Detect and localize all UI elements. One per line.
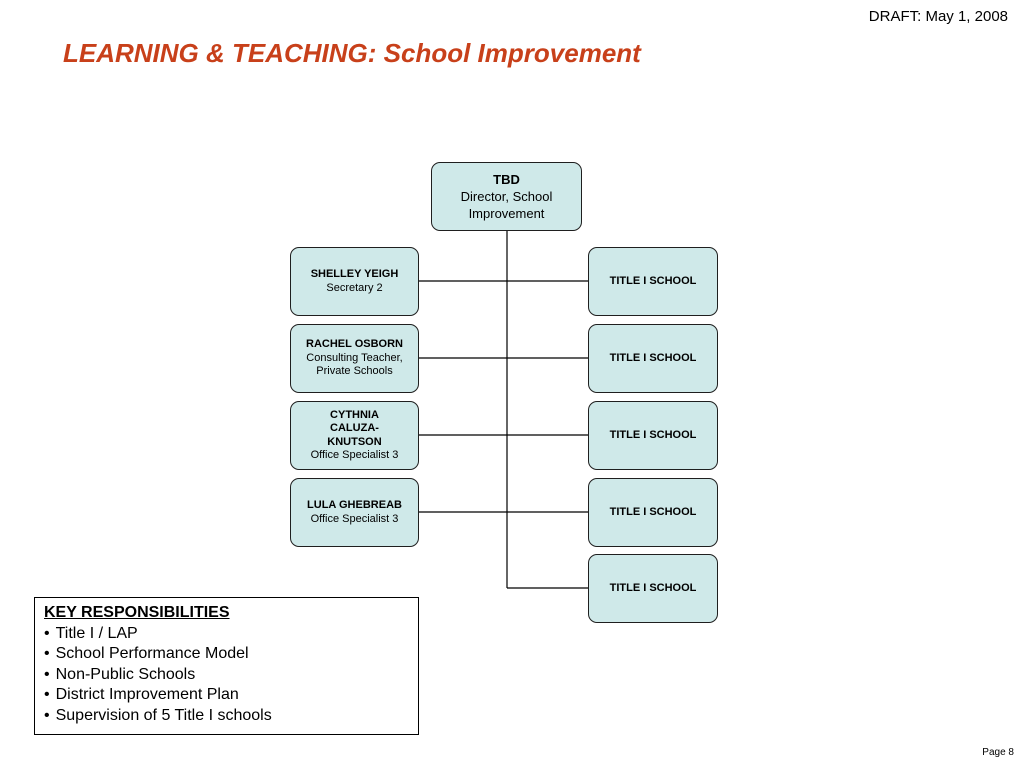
- school-label: TITLE I SCHOOL: [609, 581, 697, 594]
- list-item: [44, 706, 409, 727]
- list-item-text: District Improvement Plan: [55, 686, 239, 703]
- staff-box-lula-ghebreab: [290, 478, 419, 547]
- staff-name: RACHEL OSBORN: [306, 338, 403, 351]
- staff-name: CYTHNIA CALUZA-KNUTSON: [327, 408, 382, 448]
- school-box-2: [588, 324, 718, 393]
- staff-name: LULA GHEBREAB: [307, 499, 402, 511]
- list-item: [44, 644, 409, 665]
- school-box-1: [588, 247, 718, 316]
- director-box: [431, 162, 582, 231]
- staff-name: SHELLEY YEIGH: [310, 268, 399, 280]
- list-item-text: Title I / LAP: [55, 624, 138, 642]
- school-box-4: [588, 478, 718, 547]
- school-box-5: [588, 554, 718, 623]
- page-number: Page 8: [982, 747, 1014, 758]
- director-role: Director, School Improvement: [460, 189, 553, 221]
- list-item: [44, 624, 409, 645]
- school-label: TITLE I SCHOOL: [609, 428, 697, 441]
- list-item-text: School Performance Model: [55, 645, 249, 662]
- school-label: TITLE I SCHOOL: [609, 505, 697, 518]
- key-responsibilities-list: [44, 624, 409, 727]
- list-item: [44, 685, 409, 706]
- list-item-text: Supervision of 5 Title I schools: [55, 706, 272, 724]
- staff-role: Consulting Teacher, Private Schools: [306, 351, 403, 378]
- director-name: TBD: [493, 172, 520, 187]
- staff-box-cythnia-caluza-knutson: [290, 401, 419, 470]
- list-item: [44, 665, 409, 686]
- staff-box-shelley-yeigh: [290, 247, 419, 316]
- key-responsibilities-heading: KEY RESPONSIBILITIES: [44, 604, 230, 621]
- school-box-3: [588, 401, 718, 470]
- school-label: TITLE I SCHOOL: [609, 351, 697, 364]
- page-title: LEARNING & TEACHING: School Improvement: [63, 38, 641, 68]
- staff-role: Office Specialist 3: [310, 512, 399, 525]
- staff-box-rachel-osborn: [290, 324, 419, 393]
- staff-role: Office Specialist 3: [310, 449, 399, 461]
- draft-date: DRAFT: May 1, 2008: [868, 8, 1008, 25]
- staff-role: Secretary 2: [326, 281, 383, 294]
- list-item-text: Non-Public Schools: [55, 665, 196, 683]
- key-responsibilities-panel: [34, 597, 419, 735]
- school-label: TITLE I SCHOOL: [609, 274, 697, 287]
